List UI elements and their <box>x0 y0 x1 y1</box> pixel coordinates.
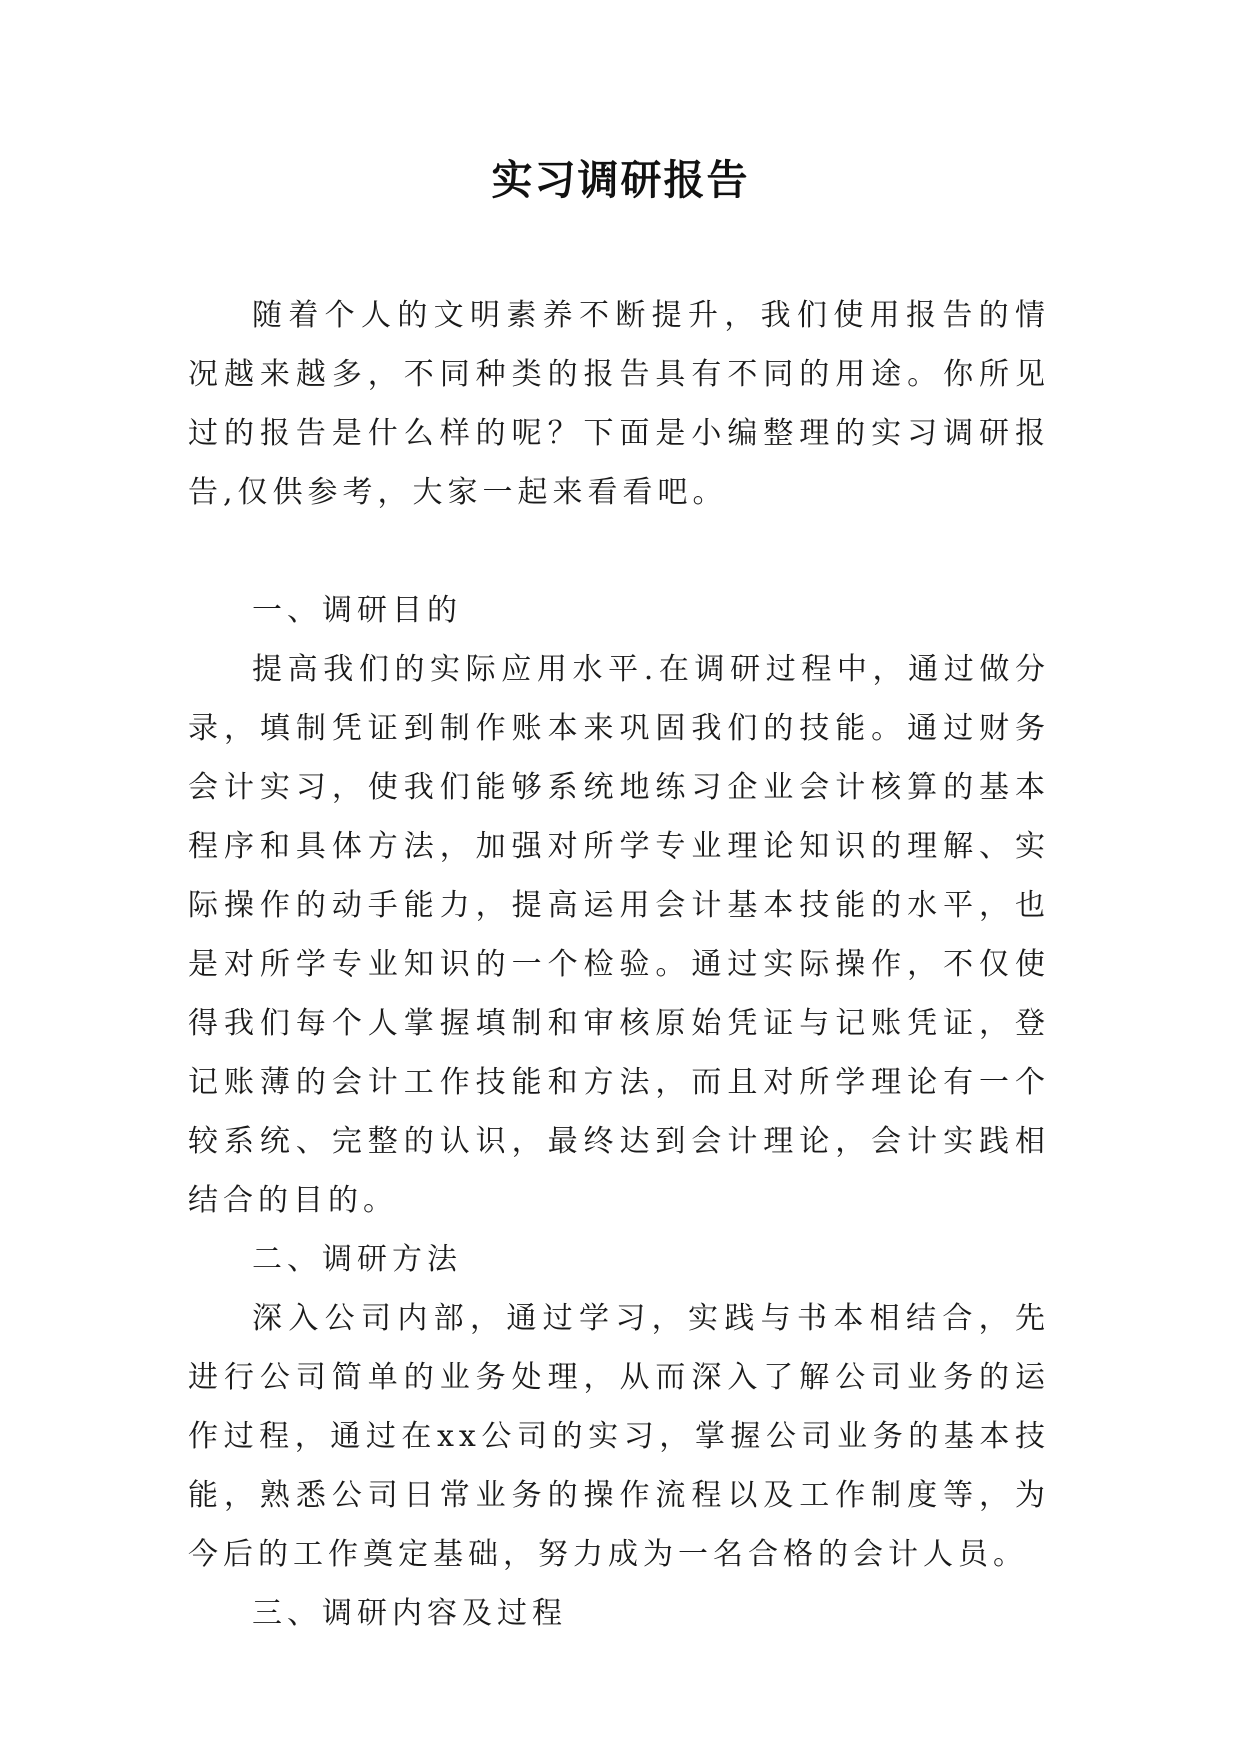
section-heading-purpose: 一、调研目的 <box>252 593 462 628</box>
section-body-purpose: 提高我们的实际应用水平.在调研过程中，通过做分录，填制凭证到制作账本来巩固我们的技能。通过财务会计实习，使我们能够系统地练习企业会计核算的基本程序和具体方法，加强对所学专业理论知识的理解、实际操作的动手能力，提高运用会计基本技能的水平，也是对所学专业知识的一个检验。通过实际操作，不仅使得我们每个人掌握填制和审核原始凭证与记账凭证，登记账薄的会计工作技能和方法，而且对所学理论有一个较系统、完整的认识，最终达到会计理论，会计实践相结合的目的。 <box>188 652 1050 1218</box>
document-title: 实习调研报告 <box>491 156 750 204</box>
section-heading-method: 二、调研方法 <box>252 1242 462 1277</box>
paragraph-spacer <box>188 522 1050 581</box>
section-heading-content: 三、调研内容及过程 <box>252 1596 567 1631</box>
intro-paragraph: 随着个人的文明素养不断提升，我们使用报告的情况越来越多，不同种类的报告具有不同的用途。你所见过的报告是什么样的呢？下面是小编整理的实习调研报告,仅供参考，大家一起来看看吧。 <box>188 298 1050 510</box>
document-body <box>188 286 1050 1643</box>
section-body-method: 深入公司内部，通过学习，实践与书本相结合，先进行公司简单的业务处理，从而深入了解公司业务的运作过程，通过在xx公司的实习，掌握公司业务的基本技能，熟悉公司日常业务的操作流程以及工作制度等，为今后的工作奠定基础，努力成为一名合格的会计人员。 <box>188 1301 1050 1572</box>
